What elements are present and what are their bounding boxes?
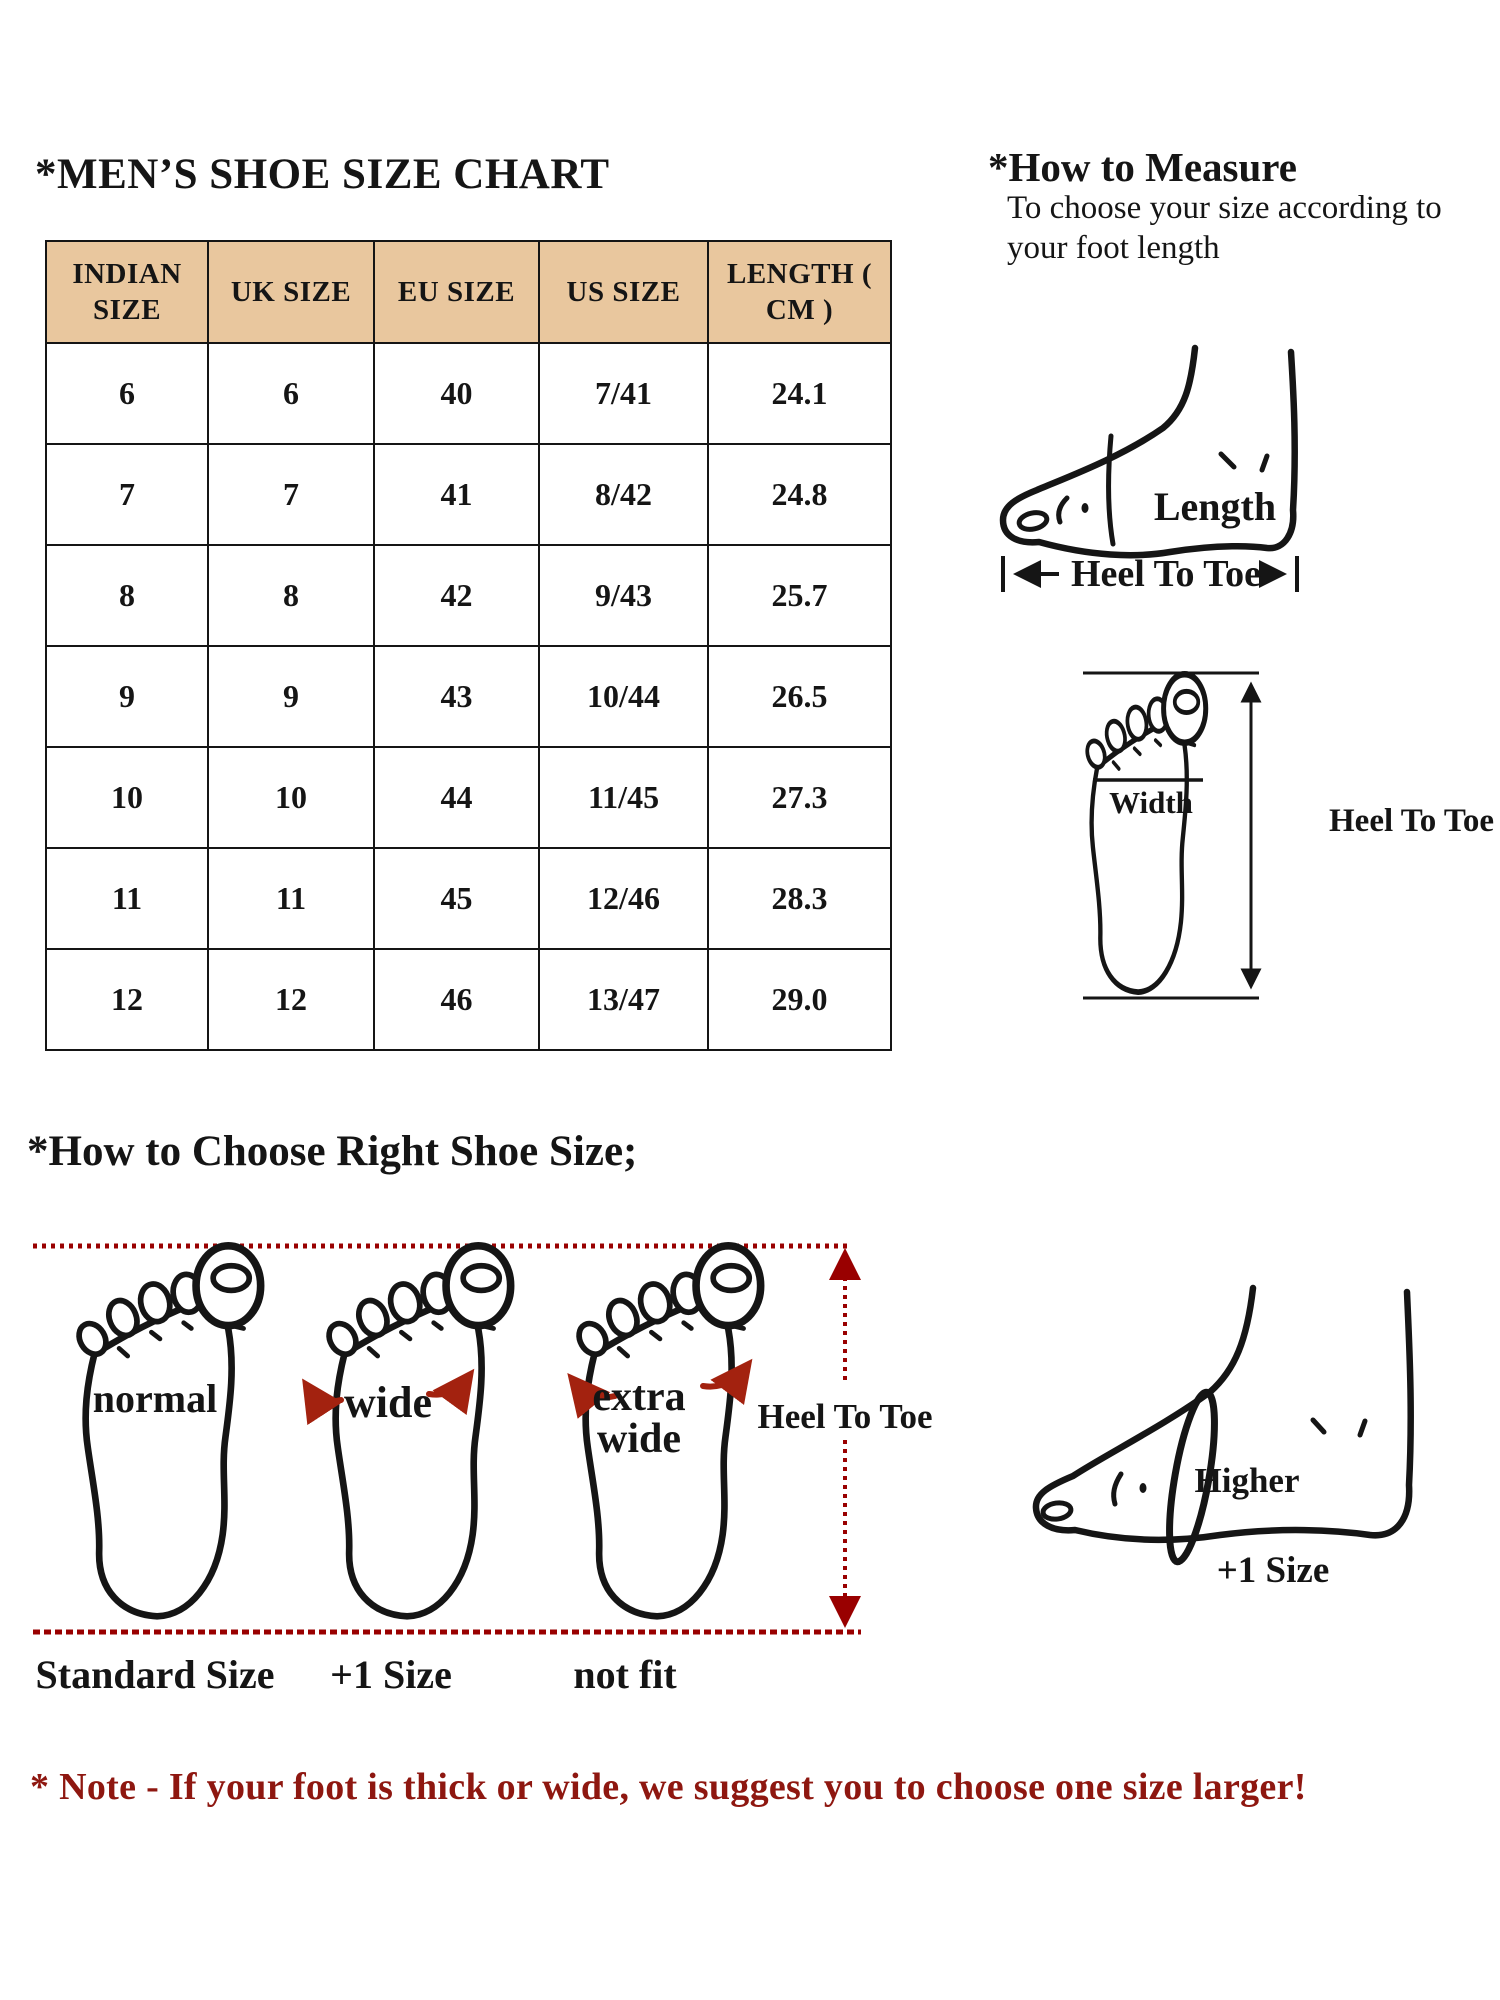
foot-girth-diagram <box>1025 1280 1500 1680</box>
table-row <box>46 545 891 646</box>
how-to-choose-title: *How to Choose Right Shoe Size; <box>27 1128 638 1175</box>
foot-sole-view-diagram <box>1075 650 1500 1020</box>
choose-heel-to-toe-label: Heel To Toe <box>757 1397 933 1436</box>
table-cell: 9/43 <box>539 545 708 646</box>
table-cell: 8 <box>208 545 374 646</box>
table-cell: 41 <box>374 444 539 545</box>
table-cell: 29.0 <box>708 949 891 1050</box>
table-row <box>46 949 891 1050</box>
table-cell: 12 <box>46 949 208 1050</box>
table-cell: 45 <box>374 848 539 949</box>
table-cell: 9 <box>208 646 374 747</box>
table-row <box>46 444 891 545</box>
table-cell: 8/42 <box>539 444 708 545</box>
table-cell: 7/41 <box>539 343 708 444</box>
foot-label-normal: normal <box>92 1376 218 1421</box>
width-label: Width <box>1109 785 1193 820</box>
table-cell: 6 <box>208 343 374 444</box>
column-header-indian-size: INDIAN SIZE <box>46 241 208 343</box>
size-table-body <box>46 343 891 1050</box>
footprint-normal-icon <box>74 1246 261 1617</box>
table-cell: 7 <box>46 444 208 545</box>
foot-side-view-girth-icon <box>1036 1288 1411 1565</box>
table-cell: 11/45 <box>539 747 708 848</box>
table-row <box>46 343 891 444</box>
column-header-uk-size: UK SIZE <box>208 241 374 343</box>
table-header-row <box>46 241 891 343</box>
table-cell: 7 <box>208 444 374 545</box>
length-label: Length <box>1153 484 1277 529</box>
table-cell: 10 <box>46 747 208 848</box>
table-cell: 46 <box>374 949 539 1050</box>
table-cell: 11 <box>208 848 374 949</box>
column-header-eu-size: EU SIZE <box>374 241 539 343</box>
table-cell: 6 <box>46 343 208 444</box>
foot-label-extra-wide: wide <box>597 1416 681 1462</box>
table-cell: 13/47 <box>539 949 708 1050</box>
size-note: * Note - If your foot is thick or wide, we suggest you to choose one size larger! <box>30 1766 1307 1808</box>
heel-to-toe-label: Heel To Toe <box>1070 553 1262 595</box>
table-cell: 28.3 <box>708 848 891 949</box>
foot-side-view-length-diagram <box>995 330 1425 610</box>
table-cell: 11 <box>46 848 208 949</box>
table-cell: 26.5 <box>708 646 891 747</box>
caption-standard-size: Standard Size <box>35 1652 275 1697</box>
table-cell: 10/44 <box>539 646 708 747</box>
column-header-us-size: US SIZE <box>539 241 708 343</box>
foot-label-extra: extra <box>592 1374 686 1420</box>
table-cell: 9 <box>46 646 208 747</box>
table-cell: 12 <box>208 949 374 1050</box>
page-title: *MEN’S SHOE SIZE CHART <box>35 151 610 198</box>
table-row <box>46 646 891 747</box>
size-table <box>45 240 892 1051</box>
shoe-fit-comparison-diagram <box>25 1240 985 1720</box>
how-to-measure-subtitle-line2: your foot length <box>1007 229 1220 266</box>
table-cell: 12/46 <box>539 848 708 949</box>
caption-plus-one-size: +1 Size <box>330 1652 452 1697</box>
table-cell: 40 <box>374 343 539 444</box>
how-to-measure-title: *How to Measure <box>988 144 1297 190</box>
footprint-wide-icon <box>324 1246 511 1617</box>
table-cell: 24.1 <box>708 343 891 444</box>
table-cell: 25.7 <box>708 545 891 646</box>
table-cell: 43 <box>374 646 539 747</box>
size-table-head <box>46 241 891 343</box>
column-header-length-cm: LENGTH ( CM ) <box>708 241 891 343</box>
how-to-measure-section-header <box>988 146 1493 268</box>
table-cell: 44 <box>374 747 539 848</box>
table-cell: 27.3 <box>708 747 891 848</box>
sole-heel-to-toe-label: Heel To Toe <box>1329 803 1495 839</box>
table-row <box>46 747 891 848</box>
table-cell: 42 <box>374 545 539 646</box>
table-cell: 24.8 <box>708 444 891 545</box>
how-to-measure-subtitle-line1: To choose your size according to <box>1007 190 1442 227</box>
higher-label: Higher <box>1194 1461 1300 1500</box>
table-cell: 10 <box>208 747 374 848</box>
caption-not-fit: not fit <box>573 1652 677 1697</box>
table-row <box>46 848 891 949</box>
table-cell: 8 <box>46 545 208 646</box>
foot-label-wide: wide <box>344 1378 432 1427</box>
girth-plus-one-size-label: +1 Size <box>1216 1550 1330 1591</box>
footprint-icon <box>1084 674 1206 992</box>
